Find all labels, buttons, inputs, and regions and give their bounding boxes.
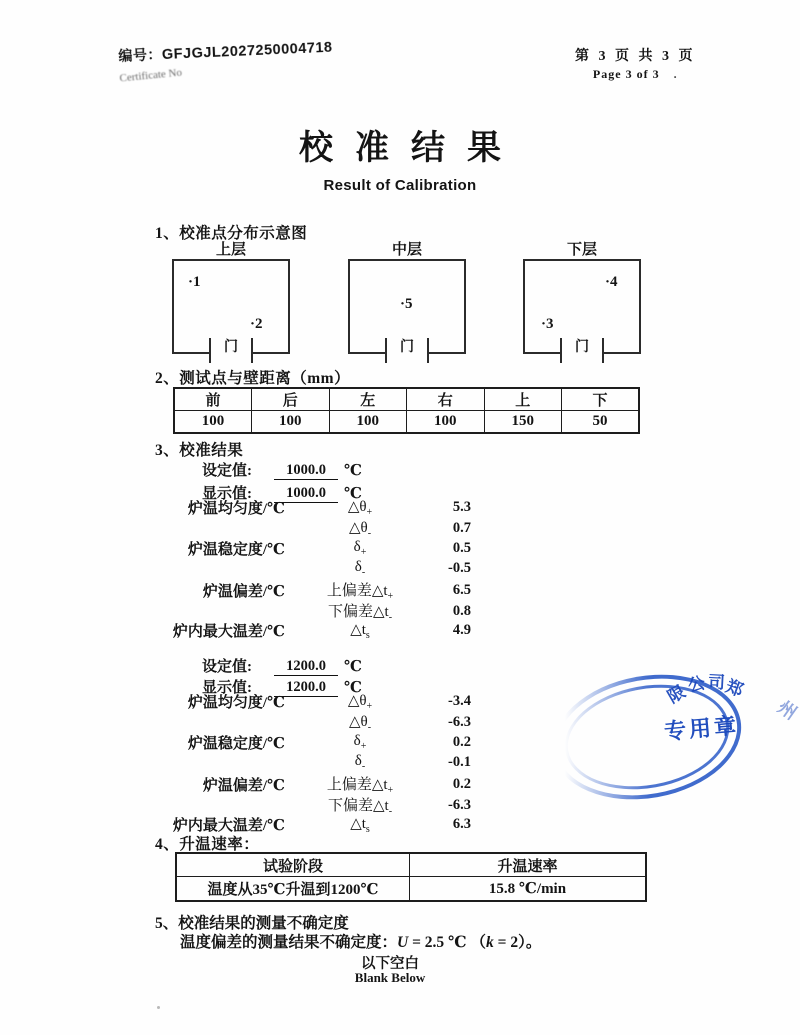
symbol-main: △θ bbox=[347, 693, 367, 709]
display-value: 1200.0 bbox=[274, 679, 338, 697]
heating-rate-table bbox=[175, 852, 647, 902]
row-symbol bbox=[285, 497, 435, 518]
row-value: 0.5 bbox=[452, 540, 471, 556]
row-label: 炉温稳定度/℃ bbox=[187, 736, 285, 752]
symbol-main: δ bbox=[354, 753, 362, 770]
page-number-en-text: Page 3 of 3 bbox=[592, 67, 660, 81]
row-value: 0.7 bbox=[452, 519, 471, 536]
row-value: 0.2 bbox=[452, 776, 471, 792]
uncertainty-line bbox=[180, 930, 541, 952]
unit-celsius: ℃ bbox=[344, 659, 362, 675]
page-title-en: Result of Calibration bbox=[323, 177, 477, 194]
row-value: 5.3 bbox=[452, 499, 471, 515]
set-value: 1000.0 bbox=[274, 462, 338, 480]
cell-value: 50 bbox=[562, 411, 640, 434]
door-label: 门 bbox=[400, 340, 414, 355]
result-row bbox=[125, 753, 495, 774]
symbol-sub: + bbox=[366, 701, 373, 712]
col-header: 后 bbox=[252, 388, 330, 411]
set-value: 1200.0 bbox=[274, 658, 338, 676]
section5-heading: 5、校准结果的测量不确定度 bbox=[155, 915, 349, 932]
result-row bbox=[125, 559, 495, 580]
certificate-number-label: 编号： bbox=[118, 48, 163, 65]
symbol-sub: + bbox=[387, 591, 394, 602]
row-symbol bbox=[285, 712, 435, 733]
layer-label: 中层 bbox=[391, 242, 422, 258]
page-number-dot: . bbox=[673, 67, 678, 81]
layer-label: 下层 bbox=[566, 242, 597, 258]
section4-heading: 4、升温速率： bbox=[155, 836, 260, 853]
row-symbol bbox=[285, 691, 435, 712]
door-label: 门 bbox=[575, 340, 589, 355]
col-header: 升温速率 bbox=[410, 853, 647, 877]
row-label: 炉温偏差/℃ bbox=[202, 584, 285, 600]
symbol-sub: + bbox=[360, 547, 367, 558]
set-value-label: 设定值: bbox=[202, 463, 252, 479]
section3-heading: 3、校准结果 bbox=[155, 442, 244, 459]
wall-distance-table bbox=[173, 387, 640, 434]
row-symbol bbox=[285, 539, 435, 558]
row-symbol bbox=[285, 753, 435, 772]
unit-celsius: ℃ bbox=[344, 680, 362, 696]
page-number-cn: 第 3 页 共 3 页 bbox=[575, 49, 696, 64]
table-row bbox=[174, 411, 639, 434]
result-row bbox=[125, 518, 495, 539]
set-value-label: 设定值: bbox=[202, 659, 252, 675]
page-title: 校准结果 bbox=[299, 129, 523, 167]
page-number-block bbox=[575, 45, 696, 82]
symbol-main: 下偏差△t bbox=[327, 603, 389, 620]
section2-heading: 2、测试点与壁距离（mm） bbox=[155, 370, 351, 387]
layer-label: 上层 bbox=[215, 242, 246, 258]
seal-arc-char: 司 bbox=[707, 672, 726, 693]
result-row bbox=[125, 538, 495, 559]
col-header: 下 bbox=[562, 388, 640, 411]
unit-celsius: ℃ bbox=[344, 463, 362, 479]
symbol-sub: - bbox=[388, 805, 393, 817]
row-value: -6.3 bbox=[448, 713, 471, 730]
unit-celsius: ℃ bbox=[344, 486, 362, 502]
cell-value: 100 bbox=[329, 411, 407, 434]
row-label: 炉内最大温差/℃ bbox=[172, 818, 285, 834]
symbol-sub: - bbox=[367, 721, 372, 733]
row-value: -0.1 bbox=[448, 754, 471, 771]
seal-edge-arc bbox=[766, 662, 800, 790]
table-header-row bbox=[174, 388, 639, 411]
certificate-number-block bbox=[118, 37, 333, 85]
row-symbol bbox=[285, 518, 435, 539]
result-row bbox=[125, 691, 495, 712]
row-value: -0.5 bbox=[448, 560, 471, 577]
symbol-main: 下偏差△t bbox=[327, 797, 389, 814]
uncertainty-end: = 2）。 bbox=[497, 934, 542, 951]
row-label: 炉温均匀度/℃ bbox=[187, 501, 285, 517]
symbol-sub: - bbox=[367, 527, 372, 539]
seal-outer-ring bbox=[543, 660, 751, 813]
row-label: 炉温稳定度/℃ bbox=[187, 542, 285, 558]
table-row bbox=[176, 877, 646, 902]
calibration-point: ·4 bbox=[605, 274, 618, 290]
cell-value: 100 bbox=[174, 411, 252, 434]
symbol-sub: + bbox=[360, 741, 367, 752]
symbol-main: 上偏差△t bbox=[326, 777, 388, 793]
row-label: 炉温均匀度/℃ bbox=[187, 695, 285, 711]
scan-speck bbox=[157, 1006, 160, 1009]
row-symbol bbox=[285, 733, 435, 752]
var-k: k bbox=[486, 934, 494, 951]
title-block bbox=[0, 120, 800, 194]
col-header: 左 bbox=[329, 388, 407, 411]
symbol-main: 上偏差△t bbox=[326, 583, 388, 599]
blank-below-en: Blank Below bbox=[354, 970, 426, 985]
symbol-sub: s bbox=[365, 824, 370, 835]
paren-open: （ bbox=[470, 934, 487, 951]
col-header: 上 bbox=[484, 388, 562, 411]
seal-arc-char: 公 bbox=[686, 673, 707, 696]
row-value: -6.3 bbox=[448, 796, 471, 813]
symbol-sub: - bbox=[388, 611, 393, 623]
row-value: 4.9 bbox=[452, 622, 471, 638]
row-symbol bbox=[285, 559, 435, 578]
row-label: 炉温偏差/℃ bbox=[202, 778, 285, 794]
company-seal-stamp bbox=[520, 650, 800, 815]
symbol-main: δ bbox=[353, 733, 361, 749]
symbol-sub: + bbox=[387, 785, 394, 796]
cell-value: 150 bbox=[484, 411, 562, 434]
set-value-line bbox=[202, 459, 362, 480]
result-block-1200 bbox=[125, 691, 495, 835]
symbol-main: △θ bbox=[348, 713, 368, 730]
seal-arc-char: 郑 bbox=[723, 676, 746, 701]
cell-rate: 15.8 ℃/min bbox=[410, 877, 647, 902]
furnace-box bbox=[523, 259, 641, 354]
row-value: -3.4 bbox=[448, 693, 471, 709]
calibration-point: ·2 bbox=[250, 316, 263, 332]
row-label: 炉内最大温差/℃ bbox=[172, 624, 285, 640]
seal-arc-char-cut: 州 bbox=[774, 696, 800, 724]
uncertainty-mid: = 2.5 ℃ bbox=[412, 934, 467, 951]
symbol-main: △θ bbox=[348, 519, 368, 536]
diagram-middle-layer bbox=[348, 242, 466, 354]
display-value-label: 显示值: bbox=[202, 486, 252, 502]
result-row bbox=[125, 773, 495, 794]
display-value: 1000.0 bbox=[274, 485, 338, 503]
col-header: 试验阶段 bbox=[176, 853, 410, 877]
blank-below-cn: 以下空白 bbox=[361, 956, 419, 972]
page-number-en bbox=[575, 67, 696, 82]
result-row bbox=[125, 794, 495, 815]
door-label: 门 bbox=[224, 340, 238, 355]
symbol-main: △t bbox=[350, 622, 366, 638]
row-value: 0.2 bbox=[452, 734, 471, 750]
diagram-upper-layer bbox=[172, 242, 290, 354]
furnace-box bbox=[348, 259, 466, 354]
symbol-sub: - bbox=[361, 567, 366, 579]
row-value: 6.5 bbox=[452, 582, 471, 598]
certificate-number-value: GFJGJL2027250004718 bbox=[161, 39, 333, 64]
col-header: 前 bbox=[174, 388, 252, 411]
symbol-main: △θ bbox=[347, 499, 367, 515]
cell-value: 100 bbox=[407, 411, 485, 434]
cell-stage: 温度从35℃升温到1200℃ bbox=[176, 877, 410, 902]
result-row bbox=[125, 732, 495, 753]
result-row bbox=[125, 600, 495, 621]
furnace-box bbox=[172, 259, 290, 354]
result-row bbox=[125, 579, 495, 600]
seal-fade-overlay bbox=[520, 650, 648, 815]
table-header-row bbox=[176, 853, 646, 877]
row-value: 0.8 bbox=[452, 602, 471, 619]
symbol-sub: - bbox=[361, 761, 366, 773]
col-header: 右 bbox=[407, 388, 485, 411]
seal-arc-char: 限 bbox=[664, 682, 689, 707]
row-symbol bbox=[285, 814, 435, 835]
uncertainty-prefix: 温度偏差的测量结果不确定度： bbox=[180, 934, 398, 951]
result-row bbox=[125, 620, 495, 641]
symbol-sub: + bbox=[366, 507, 373, 518]
set-value-line bbox=[202, 655, 362, 676]
seal-center-text: 专用章 bbox=[663, 712, 741, 745]
result-row bbox=[125, 712, 495, 733]
row-value: 6.3 bbox=[452, 816, 471, 832]
result-row bbox=[125, 497, 495, 518]
calibration-point: ·3 bbox=[541, 316, 554, 332]
symbol-main: δ bbox=[353, 539, 361, 555]
var-U: U bbox=[397, 934, 409, 951]
symbol-sub: s bbox=[365, 630, 370, 641]
display-value-label: 显示值: bbox=[202, 680, 252, 696]
result-block-1000 bbox=[125, 497, 495, 641]
cell-value: 100 bbox=[252, 411, 330, 434]
calibration-point: ·5 bbox=[400, 296, 413, 312]
section1-heading: 1、校准点分布示意图 bbox=[155, 225, 308, 242]
symbol-main: δ bbox=[354, 559, 362, 576]
seal-inner-ring bbox=[556, 672, 737, 801]
symbol-main: △t bbox=[350, 816, 366, 832]
calibration-point: ·1 bbox=[188, 274, 201, 290]
certificate-number-label-en: Certificate No bbox=[118, 66, 183, 85]
row-symbol bbox=[285, 620, 435, 641]
diagram-lower-layer bbox=[523, 242, 641, 354]
